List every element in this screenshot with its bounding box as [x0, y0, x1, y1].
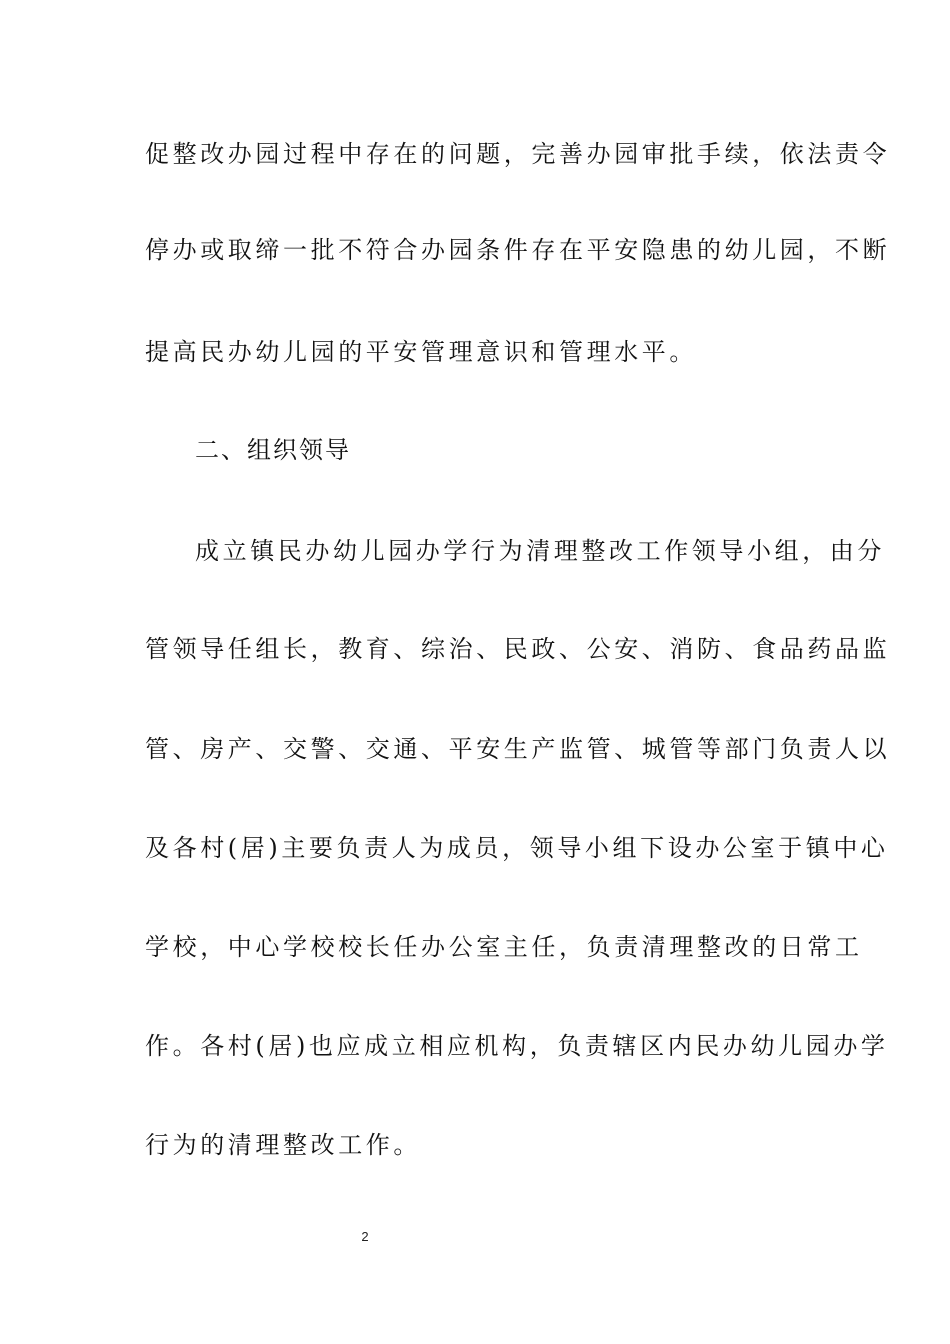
page-number: 2	[361, 1229, 369, 1244]
paragraph-line: 管领导任组长，教育、综治、民政、公安、消防、食品药品监	[145, 635, 891, 663]
paragraph-line: 成立镇民办幼儿园办学行为清理整改工作领导小组，由分	[195, 537, 885, 565]
paragraph-line: 提高民办幼儿园的平安管理意识和管理水平。	[145, 338, 697, 366]
paragraph-line: 及各村(居)主要负责人为成员，领导小组下设办公室于镇中心	[145, 834, 889, 862]
paragraph-line: 管、房产、交警、交通、平安生产监管、城管等部门负责人以	[145, 735, 891, 763]
paragraph-line: 学校，中心学校校长任办公室主任，负责清理整改的日常工	[145, 933, 863, 961]
paragraph-line: 促整改办园过程中存在的问题，完善办园审批手续，依法责令	[145, 140, 891, 168]
paragraph-line: 行为的清理整改工作。	[145, 1131, 421, 1159]
paragraph-line: 作。各村(居)也应成立相应机构，负责辖区内民办幼儿园办学	[145, 1032, 889, 1060]
paragraph-line: 停办或取缔一批不符合办园条件存在平安隐患的幼儿园，不断	[145, 236, 891, 264]
section-heading: 二、组织领导	[195, 436, 351, 464]
